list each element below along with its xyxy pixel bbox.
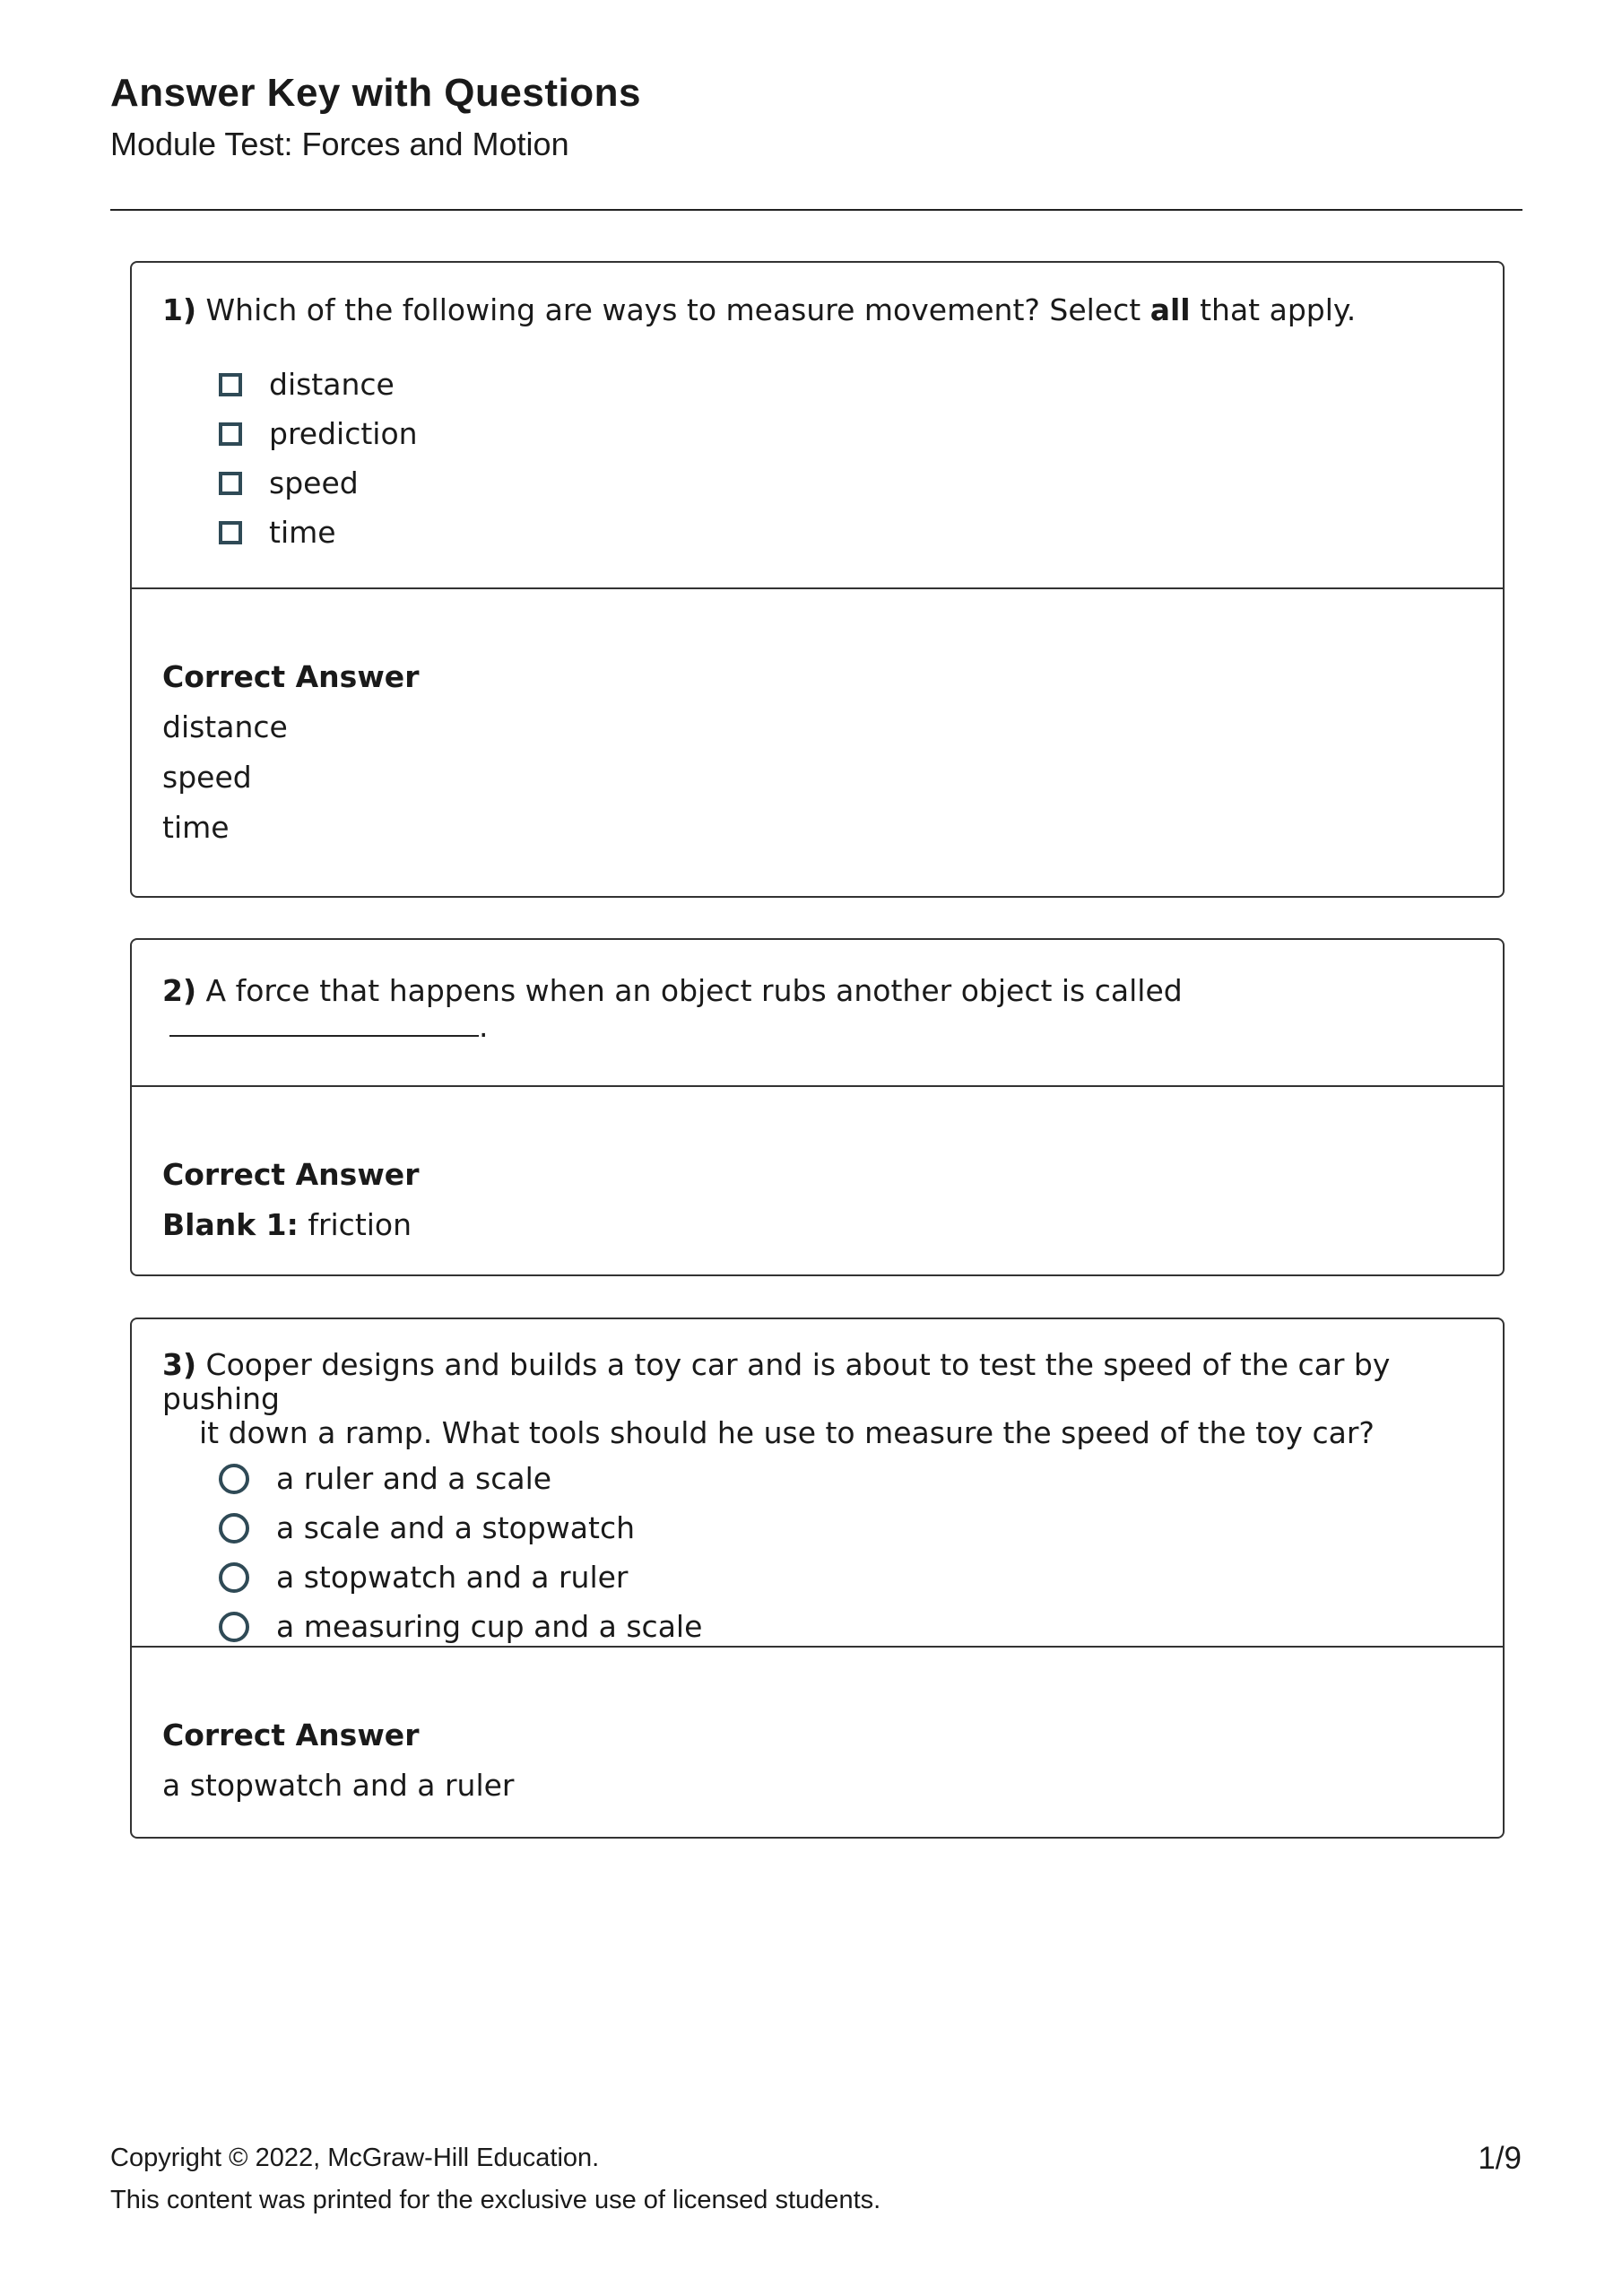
question-number: 3) [162,1347,197,1382]
option-label: a ruler and a scale [276,1461,552,1496]
option-label: a scale and a stopwatch [276,1510,635,1545]
answer-blank [169,1008,479,1037]
option-label: a measuring cup and a scale [276,1609,703,1644]
checkbox[interactable] [219,373,242,396]
question-text: 2) A force that happens when an object rubs another object is called. [162,973,1183,1044]
answer-item [162,1207,1472,1243]
blank-value: friction [308,1207,412,1242]
options-list [162,360,1472,557]
option-checkbox-row[interactable] [219,409,1472,458]
document-header [110,68,1522,165]
question-text: 3) Cooper designs and builds a toy car and is about to test the speed of the car by pushing it down a ramp. What tools should he use to measure the speed of the toy car? [162,1347,1391,1450]
checkbox[interactable] [219,422,242,446]
options-list [162,1454,1472,1651]
footer-note: This content was printed for the exclusive use of licensed students. [110,2186,881,2214]
question-card-1 [130,261,1505,898]
option-radio-row[interactable] [219,1454,1472,1503]
question-number: 2) [162,973,197,1008]
answer-item: a stopwatch and a ruler [162,1768,515,1803]
question-text: 1) Which of the following are ways to measure movement? Select all that apply. [162,292,1357,327]
question-card-3 [130,1318,1505,1839]
option-checkbox-row[interactable] [219,458,1472,508]
question-number: 1) [162,292,197,327]
answer-heading: Correct Answer [162,1157,420,1192]
page-title: Answer Key with Questions [110,71,641,115]
option-label: time [269,515,336,550]
option-checkbox-row[interactable] [219,360,1472,409]
header-divider [110,209,1522,211]
option-radio-row[interactable] [219,1552,1472,1602]
option-radio-row[interactable] [219,1602,1472,1651]
footer-copyright: Copyright © 2022, McGraw-Hill Education. [110,2144,600,2172]
blank-label: Blank 1: [162,1207,299,1242]
answer-item: time [162,810,230,845]
page-number: 1/9 [1478,2141,1522,2176]
option-label: distance [269,367,395,402]
answer-heading: Correct Answer [162,659,420,694]
checkbox[interactable] [219,472,242,495]
answer-section [132,1648,1503,1804]
answer-item: distance [162,709,288,744]
answer-section [132,589,1503,846]
option-checkbox-row[interactable] [219,508,1472,557]
radio-button[interactable] [219,1464,249,1494]
answer-heading: Correct Answer [162,1718,420,1752]
option-radio-row[interactable] [219,1503,1472,1552]
page-subtitle: Module Test: Forces and Motion [110,126,569,162]
answer-item: speed [162,760,252,795]
radio-button[interactable] [219,1562,249,1593]
option-label: speed [269,465,359,500]
option-label: a stopwatch and a ruler [276,1560,629,1595]
answer-section [132,1087,1503,1243]
question-card-2 [130,938,1505,1276]
radio-button[interactable] [219,1513,249,1544]
radio-button[interactable] [219,1612,249,1642]
option-label: prediction [269,416,418,451]
checkbox[interactable] [219,521,242,544]
